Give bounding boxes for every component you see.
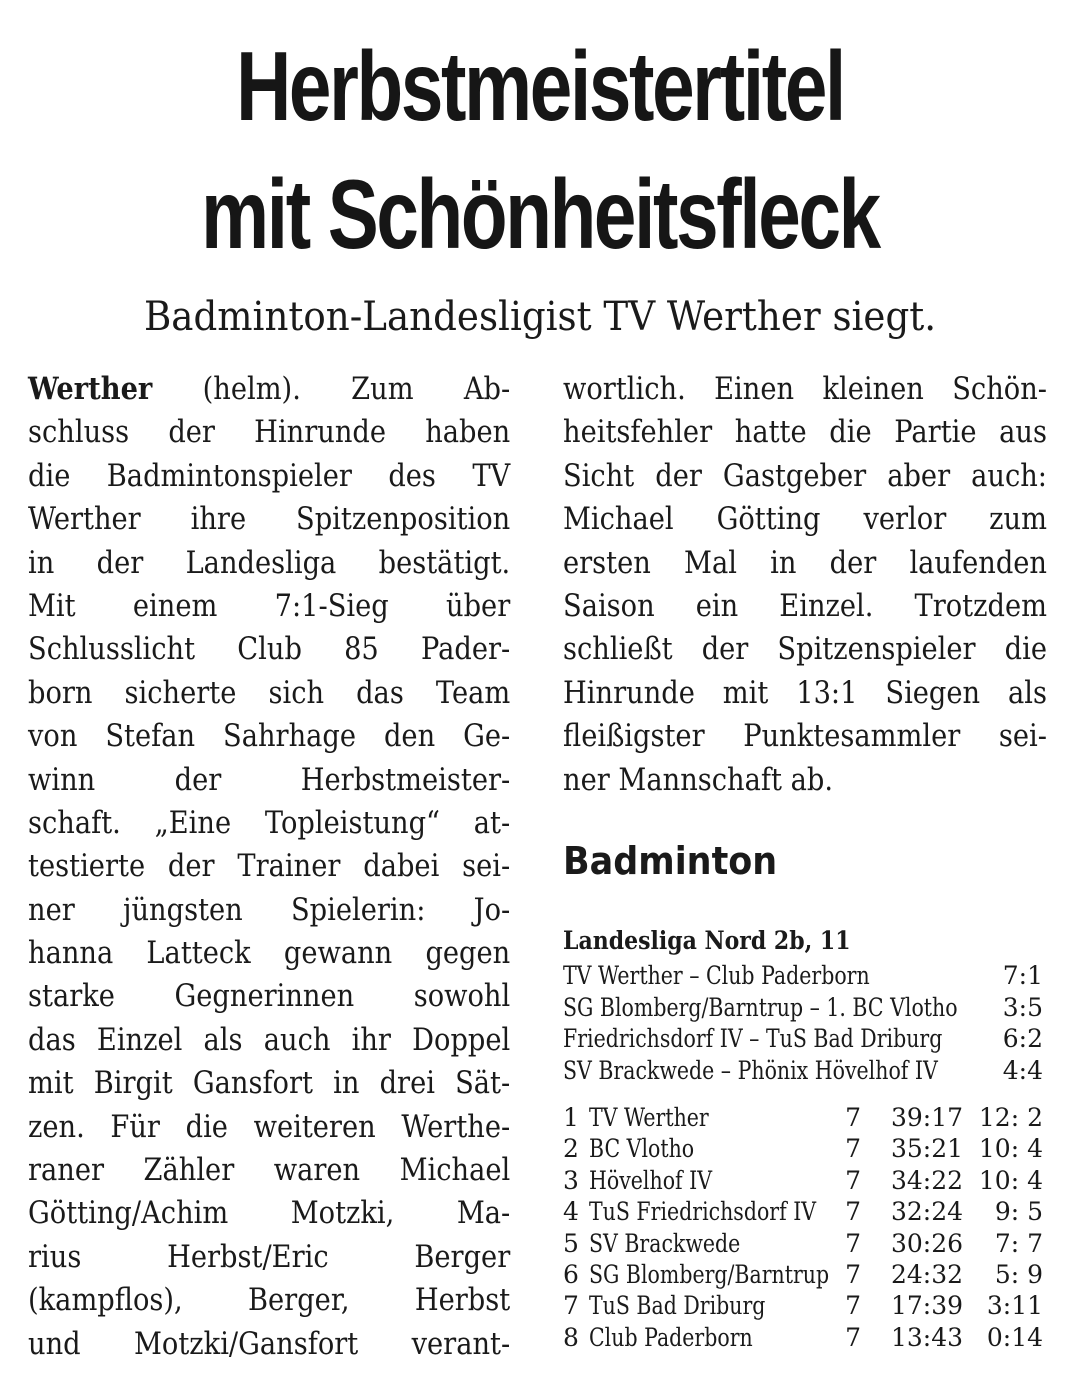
article-line: ersten Mal in der laufenden [563, 544, 1047, 581]
dateline: Werther [28, 371, 153, 407]
standings-team: SG Blomberg/Barntrup [589, 1259, 830, 1289]
headline [119, 22, 961, 278]
article-line: born sicherte sich das Team [28, 674, 511, 711]
article-line: testierte der Trainer dabei sei- [28, 848, 511, 885]
result-match: SV Brackwede – Phönix Hövelhof IV [563, 1055, 938, 1085]
standings-points: 9: 5 [994, 1197, 1043, 1227]
article-line: Sicht der Gastgeber aber auch: [563, 457, 1047, 494]
standings-rank: 1 [563, 1103, 579, 1132]
standings-games: 7 [845, 1228, 861, 1258]
standings-rank: 5 [563, 1228, 579, 1258]
standings-points: 3:11 [986, 1291, 1043, 1321]
standings-points: 5: 9 [994, 1259, 1043, 1289]
article-line: Götting/Achim Motzki, Ma- [28, 1195, 511, 1232]
standings-games: 7 [845, 1103, 861, 1132]
headline-line-2: mit Schönheitsfleck [201, 159, 879, 269]
article-line: in der Landesliga bestätigt. [28, 544, 511, 581]
standings-row [563, 1102, 1043, 1133]
article-line: schaft. „Eine Topleistung“ at- [28, 804, 511, 841]
standings-row [563, 1259, 1043, 1290]
standings-points: 12: 2 [978, 1103, 1043, 1132]
standings-matches: 32:24 [890, 1197, 963, 1227]
standings-table [563, 1102, 1043, 1353]
article-line: (kampflos), Berger, Herbst [28, 1282, 511, 1319]
standings-matches: 34:22 [890, 1165, 963, 1195]
standings-team: TV Werther [589, 1103, 709, 1132]
headline-line-1: Herbstmeistertitel [236, 31, 844, 141]
standings-games: 7 [845, 1165, 861, 1195]
standings-matches: 24:32 [890, 1259, 963, 1289]
standings-points: 7: 7 [994, 1228, 1043, 1258]
article-line: von Stefan Sahrhage den Ge- [28, 718, 511, 755]
standings-rank: 6 [563, 1259, 579, 1289]
standings-matches: 13:43 [890, 1322, 963, 1352]
standings-points: 0:14 [986, 1322, 1043, 1352]
article-line: und Motzki/Gansfort verant- [28, 1325, 511, 1362]
result-row [563, 960, 1043, 992]
standings-rank: 2 [563, 1134, 579, 1164]
article-line: Mit einem 7:1-Sieg über [28, 587, 511, 624]
article-line: starke Gegnerinnen sowohl [28, 978, 511, 1015]
standings-row [563, 1196, 1043, 1227]
article-line: wortlich. Einen kleinen Schön- [563, 371, 1047, 407]
standings-points: 10: 4 [978, 1134, 1043, 1164]
standings-games: 7 [845, 1134, 861, 1164]
result-score: 3:5 [1002, 992, 1043, 1022]
article-line: winn der Herbstmeister- [28, 761, 511, 798]
result-score: 6:2 [1002, 1024, 1043, 1053]
standings-rank: 7 [563, 1291, 579, 1321]
standings-games: 7 [845, 1291, 861, 1321]
standings-row [563, 1133, 1043, 1164]
result-score: 7:1 [1002, 961, 1043, 990]
article-column-1 [28, 368, 510, 1366]
article-line: heitsfehler hatte die Partie aus [563, 414, 1047, 451]
standings-rank: 8 [563, 1322, 579, 1352]
article-line: schließt der Spitzenspieler die [563, 631, 1047, 668]
standings-matches: 35:21 [890, 1134, 963, 1164]
article-line: Schlusslicht Club 85 Pader- [28, 631, 511, 668]
result-match: SG Blomberg/Barntrup – 1. BC Vlotho [563, 992, 958, 1022]
standings-games: 7 [845, 1259, 861, 1289]
article-line: rius Herbst/Eric Berger [28, 1238, 511, 1275]
article-line: hanna Latteck gewann gegen [28, 935, 511, 972]
standings-team: BC Vlotho [589, 1134, 695, 1164]
standings-matches: 17:39 [890, 1291, 963, 1321]
standings-matches: 30:26 [890, 1228, 963, 1258]
article-line: zen. Für die weiteren Werthe- [28, 1108, 511, 1145]
standings-rank: 3 [563, 1165, 579, 1195]
article-line: mit Birgit Gansfort in drei Sät- [28, 1065, 511, 1102]
standings-games: 7 [845, 1322, 861, 1352]
league-title: Landesliga Nord 2b, 11 [563, 926, 851, 955]
article-line: die Badmintonspieler des TV [28, 457, 511, 494]
result-row [563, 1055, 1043, 1087]
article-line: Werther (helm). Zum Ab- [28, 371, 511, 407]
result-row [563, 1023, 1043, 1055]
standings-team: TuS Friedrichsdorf IV [589, 1197, 817, 1227]
subheadline: Badminton-Landesligist TV Werther siegt. [143, 294, 937, 340]
article-column-2 [563, 368, 1047, 802]
standings-team: Club Paderborn [589, 1322, 753, 1352]
article-line: ner jüngsten Spielerin: Jo- [28, 891, 511, 928]
standings-row [563, 1290, 1043, 1321]
standings-row [563, 1165, 1043, 1196]
article-line: schluss der Hinrunde haben [28, 414, 511, 451]
standings-team: SV Brackwede [589, 1228, 741, 1258]
standings-team: Hövelhof IV [589, 1165, 713, 1195]
standings-rank: 4 [563, 1197, 579, 1227]
standings-points: 10: 4 [978, 1165, 1043, 1195]
article-line: Saison ein Einzel. Trotzdem [563, 587, 1047, 624]
section-title: Badminton [563, 839, 778, 883]
result-row [563, 992, 1043, 1024]
article-line: raner Zähler waren Michael [28, 1152, 511, 1189]
article-line: das Einzel als auch ihr Doppel [28, 1021, 511, 1058]
standings-games: 7 [845, 1197, 861, 1227]
article-line: fleißigster Punktesammler sei- [563, 718, 1047, 755]
standings-row [563, 1228, 1043, 1259]
result-match: Friedrichsdorf IV – TuS Bad Driburg [563, 1024, 943, 1053]
article-line: Werther ihre Spitzenposition [28, 501, 511, 538]
result-score: 4:4 [1002, 1055, 1043, 1085]
article-line: ner Mannschaft ab. [563, 761, 834, 798]
standings-matches: 39:17 [890, 1103, 963, 1132]
standings-team: TuS Bad Driburg [589, 1291, 766, 1321]
standings-row [563, 1322, 1043, 1353]
results-list [563, 960, 1043, 1086]
article-line: Hinrunde mit 13:1 Siegen als [563, 674, 1047, 711]
article-line: Michael Götting verlor zum [563, 501, 1047, 538]
result-match: TV Werther – Club Paderborn [563, 961, 870, 990]
